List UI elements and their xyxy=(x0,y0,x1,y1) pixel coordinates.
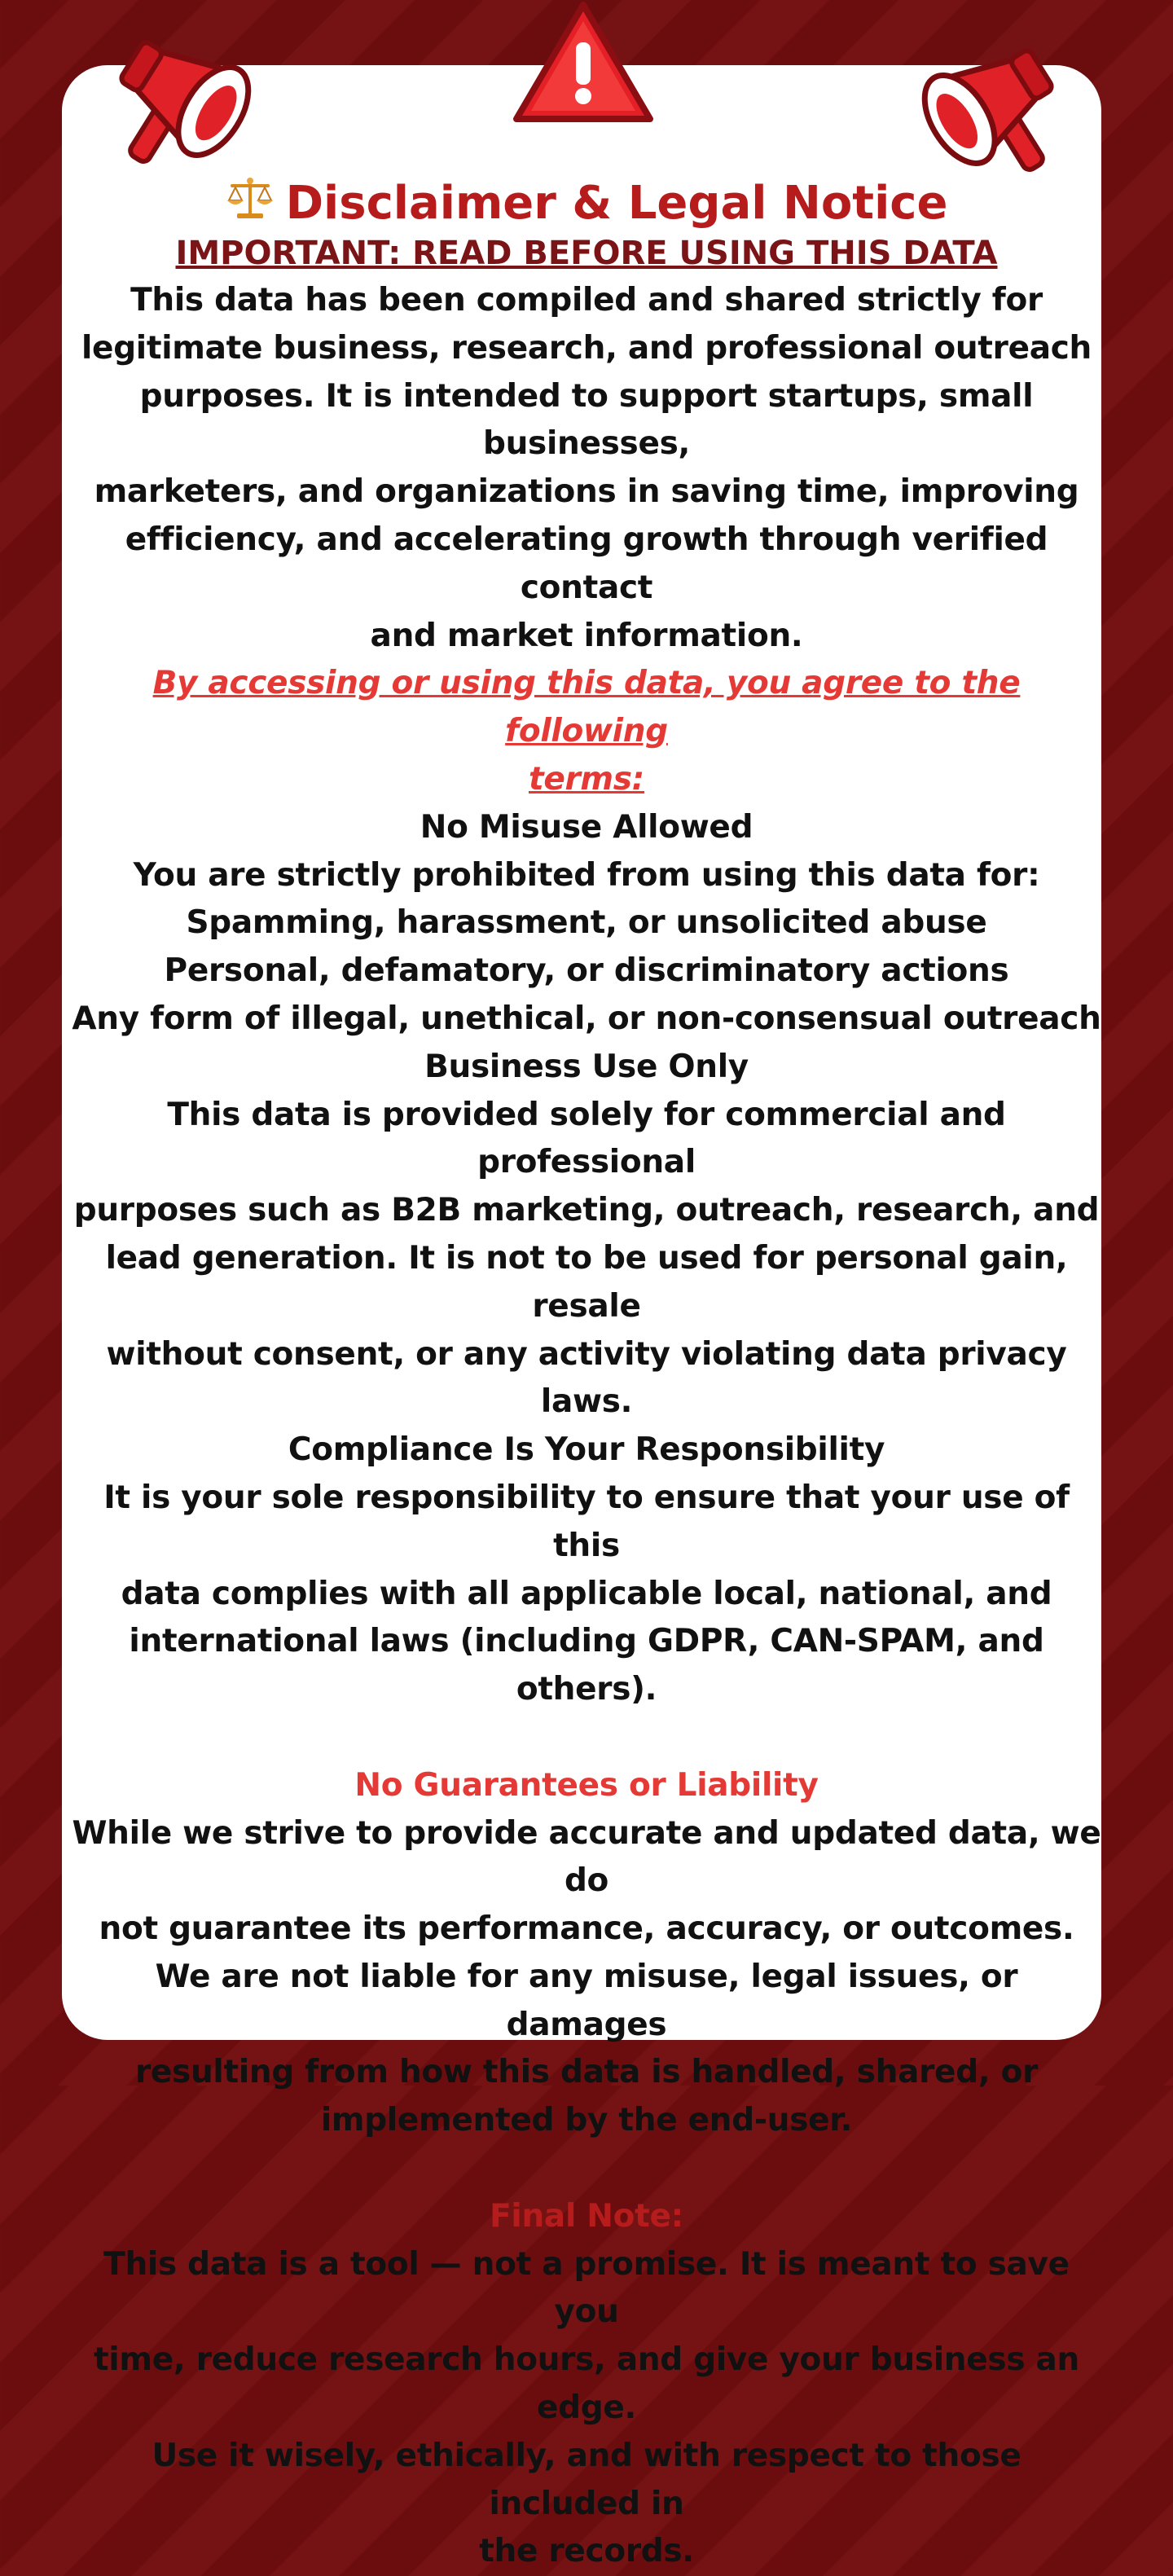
business-line: purposes such as B2B marketing, outreach, research, and xyxy=(73,1192,1100,1229)
business-heading: Business Use Only xyxy=(424,1048,749,1085)
megaphone-icon-right xyxy=(920,16,1083,179)
compliance-line: data complies with all applicable local, national, and xyxy=(121,1575,1052,1612)
final-line: the records. xyxy=(479,2533,694,2570)
megaphone-icon-left xyxy=(90,8,253,171)
notice-title xyxy=(72,174,1101,233)
final-line: time, reduce research hours, and give your business an edge. xyxy=(94,2341,1079,2427)
final-heading: Final Note: xyxy=(490,2197,683,2235)
guarantees-line: We are not liable for any misuse, legal issues, or damages xyxy=(155,1958,1018,2043)
title-text: Disclaimer & Legal Notice xyxy=(285,177,948,230)
notice-subtitle: IMPORTANT: READ BEFORE USING THIS DATA xyxy=(175,235,998,272)
warning-triangle-icon xyxy=(510,0,657,132)
intro-line: and market information. xyxy=(370,617,803,654)
compliance-line: international laws (including GDPR, CAN-SPAM, and others). xyxy=(129,1623,1044,1708)
terms-line: terms: xyxy=(529,760,644,798)
terms-line: By accessing or using this data, you agree to the following xyxy=(152,665,1021,750)
guarantees-line: implemented by the end-user. xyxy=(320,2102,853,2139)
misuse-item: Any form of illegal, unethical, or non-consensual outreach xyxy=(72,1000,1101,1037)
final-line: This data is a tool — not a promise. It is meant to save you xyxy=(103,2245,1070,2331)
misuse-item: Spamming, harassment, or unsolicited abuse xyxy=(186,904,987,942)
misuse-lead: You are strictly prohibited from using this data for: xyxy=(133,856,1040,894)
scale-icon xyxy=(226,174,275,223)
section-spacer xyxy=(72,2145,1101,2193)
business-line: This data is provided solely for commercial and professional xyxy=(167,1096,1006,1181)
guarantees-line: While we strive to provide accurate and updated data, we do xyxy=(72,1814,1101,1900)
final-line: Use it wisely, ethically, and with respect to those included in xyxy=(152,2437,1021,2522)
misuse-item: Personal, defamatory, or discriminatory actions xyxy=(164,952,1009,990)
intro-line: legitimate business, research, and professional outreach xyxy=(81,329,1092,367)
guarantees-line: resulting from how this data is handled, shared, or xyxy=(134,2054,1039,2091)
guarantees-line: not guarantee its performance, accuracy, or outcomes. xyxy=(99,1910,1074,1948)
intro-line: This data has been compiled and shared strictly for xyxy=(130,282,1043,319)
intro-line: efficiency, and accelerating growth through verified contact xyxy=(125,521,1048,606)
section-spacer xyxy=(72,1714,1101,1762)
business-line: lead generation. It is not to be used for personal gain, resale xyxy=(105,1239,1068,1325)
compliance-heading: Compliance Is Your Responsibility xyxy=(288,1431,885,1469)
guarantees-heading: No Guarantees or Liability xyxy=(354,1766,819,1804)
business-line: without consent, or any activity violating data privacy laws. xyxy=(106,1335,1067,1421)
compliance-line: It is your sole responsibility to ensure that your use of this xyxy=(103,1479,1070,1564)
notice-content xyxy=(72,174,1101,2576)
intro-line: marketers, and organizations in saving time, improving xyxy=(94,473,1079,511)
misuse-heading: No Misuse Allowed xyxy=(420,808,753,846)
intro-line: purposes. It is intended to support startups, small businesses, xyxy=(139,377,1034,463)
